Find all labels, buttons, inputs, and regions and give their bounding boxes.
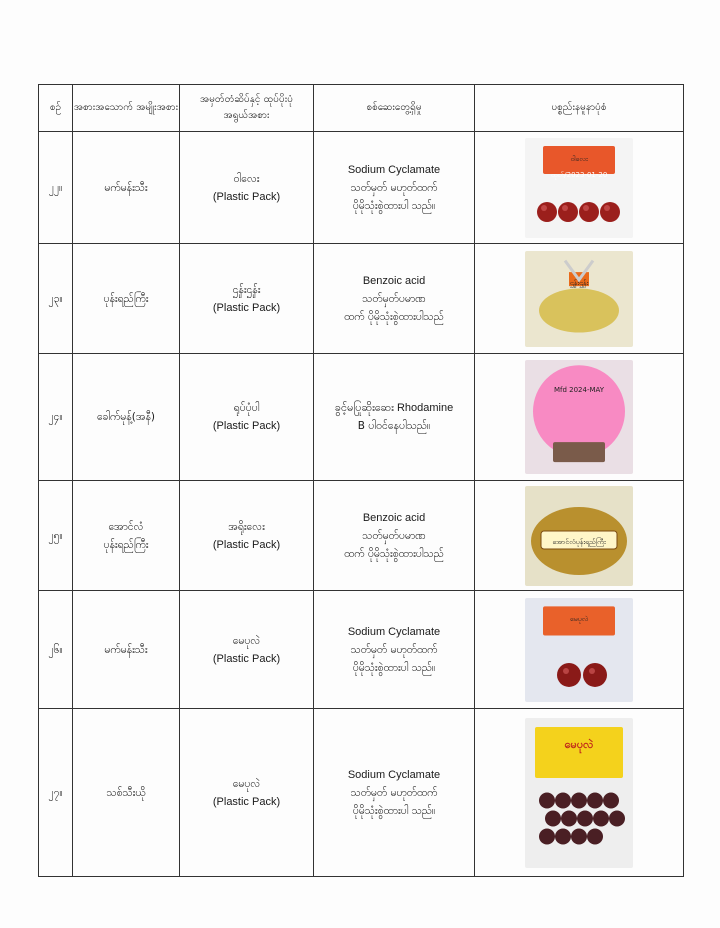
pack-type: (Plastic Pack)	[212, 795, 281, 808]
finding-line: ထက် ပိုမိုသုံးစွဲထားပါသည်	[344, 547, 444, 560]
finding-line: သတ်မှတ်ပမာဏ	[362, 292, 426, 305]
finding-cell	[314, 244, 475, 354]
food-type-cell	[73, 709, 180, 877]
pack-type: (Plastic Pack)	[212, 652, 281, 665]
finding-cell	[314, 354, 475, 481]
finding-cell	[314, 709, 475, 877]
table-row	[39, 132, 684, 244]
food-type-line: ပုန်းရည်ကြီး	[103, 538, 149, 551]
brand-name: ရုပ်ပုံပါ	[233, 402, 260, 414]
header-image: ပစ္စည်းနမူနာပုံစံ	[475, 85, 684, 132]
brand-pack-cell	[180, 591, 314, 709]
product-image-cell	[475, 244, 684, 354]
finding-line: ခွင့်မပြုဆိုးဆေး Rhodamine	[334, 402, 454, 414]
product-image-cell	[475, 591, 684, 709]
brand-pack-cell	[180, 244, 314, 354]
finding-line: ထက် ပိုမိုသုံးစွဲထားပါသည်	[344, 310, 444, 323]
header-no: စဉ်	[39, 85, 73, 132]
finding-line: သတ်မှတ်ပမာဏ	[362, 529, 426, 542]
header-row	[39, 85, 684, 132]
finding-line: Sodium Cyclamate	[347, 163, 441, 176]
product-photo	[525, 486, 633, 586]
product-photo	[525, 138, 633, 238]
product-image-cell	[475, 481, 684, 591]
row-number: ၂၅။	[39, 481, 73, 591]
pack-type: (Plastic Pack)	[212, 420, 281, 432]
finding-line: ပိုမိုသုံးစွဲထားပါ သည်။	[352, 661, 436, 674]
finding-line: B ပါဝင်နေပါသည်။	[357, 420, 431, 432]
food-type-line: သစ်သီးယို	[106, 786, 146, 799]
finding-line: Sodium Cyclamate	[347, 768, 441, 781]
brand-name: မေပုလဲ	[232, 777, 261, 790]
food-type-line: အောင်လံ	[108, 520, 144, 533]
package-label-text: Mfd 2024-MAY	[553, 385, 605, 394]
food-type-cell	[73, 132, 180, 244]
finding-line: ပိုမိုသုံးစွဲထားပါ သည်။	[352, 804, 436, 817]
brand-pack-cell	[180, 354, 314, 481]
food-type-line: ခေါက်မုန့်(အနီ)	[97, 411, 155, 423]
food-type-cell	[73, 591, 180, 709]
brand-name: ဝါလေး	[233, 172, 260, 185]
package-label-text: အောင်လံပုန်းရည်ကြီး	[552, 537, 606, 546]
food-type-line: မက်မန်းသီး	[104, 181, 148, 194]
header-finding: စစ်ဆေးတွေ့ရှိမှု	[314, 85, 475, 132]
pack-type: (Plastic Pack)	[212, 190, 281, 203]
finding-line: သတ်မှတ် မဟုတ်ထက်	[350, 181, 438, 194]
brand-pack-cell	[180, 481, 314, 591]
package-date-text: ထုတ်/2023-01-20	[550, 170, 608, 179]
fda-findings-table	[38, 84, 684, 877]
table-row	[39, 591, 684, 709]
product-image-cell	[475, 354, 684, 481]
package-label-text: မေပုလဲ	[564, 737, 594, 751]
table-row	[39, 354, 684, 481]
product-photo-graphic	[525, 251, 633, 347]
finding-line: Benzoic acid	[362, 511, 426, 524]
row-number: ၂၆။	[39, 591, 73, 709]
food-type-cell	[73, 354, 180, 481]
brand-pack-cell	[180, 132, 314, 244]
finding-cell	[314, 481, 475, 591]
brand-pack-cell	[180, 709, 314, 877]
food-type-cell	[73, 244, 180, 354]
package-label-text: ဌုန်းဌုန်း	[569, 278, 589, 287]
finding-line: Sodium Cyclamate	[347, 625, 441, 638]
row-number: ၂၄။	[39, 354, 73, 481]
row-number: ၂၂။	[39, 132, 73, 244]
pack-type: (Plastic Pack)	[212, 301, 281, 314]
finding-line: Benzoic acid	[362, 274, 426, 287]
product-image-cell	[475, 709, 684, 877]
brand-name: မေပုလဲ	[232, 634, 261, 647]
finding-line: သတ်မှတ် မဟုတ်ထက်	[350, 643, 438, 656]
finding-cell	[314, 132, 475, 244]
table-row	[39, 709, 684, 877]
food-type-line: မက်မန်းသီး	[104, 643, 148, 656]
row-number: ၂၃။	[39, 244, 73, 354]
food-type-cell	[73, 481, 180, 591]
finding-cell	[314, 591, 475, 709]
finding-line: ပိုမိုသုံးစွဲထားပါ သည်။	[352, 199, 436, 212]
pack-type: (Plastic Pack)	[212, 538, 281, 551]
product-photo	[525, 718, 633, 868]
header-brand-pack: အမှတ်တံဆိပ်နှင့် ထုပ်ပိုးပုံ အရွယ်အစား	[180, 85, 314, 132]
header-food-type: အစားအသောက် အမျိုးအစား	[73, 85, 180, 132]
brand-name: ဌုန်းဌုန်း	[232, 283, 261, 296]
table-row	[39, 481, 684, 591]
row-number: ၂၇။	[39, 709, 73, 877]
brand-name: အရိုးလေး	[228, 520, 265, 533]
product-photo	[525, 251, 633, 347]
product-photo	[525, 598, 633, 702]
product-photo	[525, 360, 633, 474]
food-type-line: ပုန်းရည်ကြီး	[103, 292, 149, 305]
package-label-text: မေပုလဲ	[569, 614, 589, 623]
package-label-text: ဝါလေး	[570, 154, 588, 163]
product-image-cell	[475, 132, 684, 244]
finding-line: သတ်မှတ် မဟုတ်ထက်	[350, 786, 438, 799]
table-row	[39, 244, 684, 354]
product-photo-graphic	[525, 360, 633, 474]
